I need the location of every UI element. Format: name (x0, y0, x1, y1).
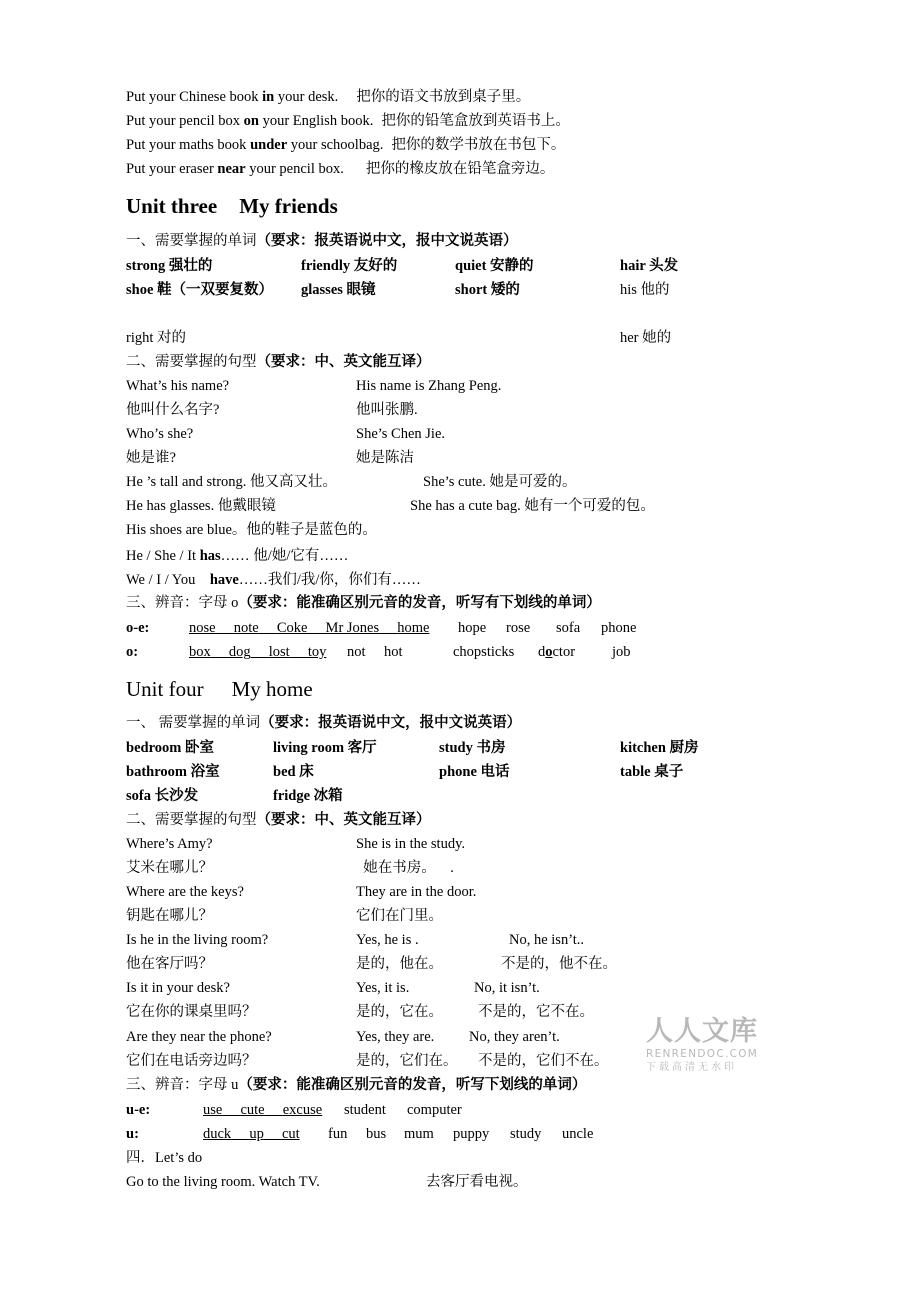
unit3-title: Unit three My friends (126, 194, 338, 218)
unit4-sec4-heading: 四．Let’s do (126, 1150, 203, 1166)
unit3-have-line: We / I / You have……我们/我/你，你们有…… (126, 572, 421, 588)
unit3-sec3-heading: 三、辨音：字母 o（要求：能准确区别元音的发音，听写有下划线的单词） (126, 595, 601, 611)
underlined-words: use cute excuse (203, 1102, 323, 1118)
document-page: Put your Chinese book in your desk. 把你的语文书放到桌子里。 Put your pencil box on your English book. 把你的铅笔盒放到英语书上。 Put your maths book under your schoolbag. 把你的数学书放在书包下。 Put your eraser near your pencil box. 把你的橡皮放在铅笔盒旁边。 Unit three My friends 一、需要掌握的单词（要求：报英语说中文，报中文说英语） strong 强壮的 friendly 友好的 quiet 安静的 hair 头发 shoe 鞋（一双要复数） glasses 眼镜 short 矮的 his 他的 right 对的 her 她的 二、需要掌握的句型（要求：中、英文能互译） What’s his name? His name is Zhang Peng. 他叫什么名字? 他叫张鹏. Who’s she? She’s Chen Jie. 她是谁? 她是陈洁 He ’s tall and strong. 他又高又壮。 She’s cute. 她是可爱的。 He has glasses. 他戴眼镜 She has a cute bag. 她有一个可爱的包。 His shoes are blue。他的鞋子是蓝色的。 He / She / It has…… 他/她/它有…… We / I / You have……我们/我/你，你们有…… 三、辨音：字母 o（要求：能准确区别元音的发音，听写有下划线的单词） o-e: nose note Coke Mr Jones home hope rose sofa phone o: box dog lost toy not hot chopsticks doctor job Unit four My home 一、 需要掌握的单词（要求：报英语说中文，报中文说英语） bedroom 卧室 living room 客厅 study 书房 kitchen 厨房 bathroom 浴室 bed 床 phone 电话 table 桌子 sofa 长沙发 fridge 冰箱 二、需要掌握的句型（要求：中、英文能互译） Where’s Amy? She is in the study. 艾米在哪儿？ 她在书房。 . Where are the keys? They are in the door. 钥匙在哪儿？ 它们在门里。 Is he in the living room? Yes, he is . No, he isn’t.. 他在客厅吗？ 是的，他在。 不是的，他不在。 Is it in your desk? Yes, it is. No, it isn’t. 它在你的课桌里吗？ 是的，它在。 不是的，它不在。 Are they near the phone? Yes, they are. No, they aren’t. 它们在电话旁边吗？ 是的，它们在。 不是的，它们不在。 三、辨音：字母 u（要求：能准确区别元音的发音，听写下划线的单词） u-e: use cute excuse student computer u: duck up cut fun bus mum puppy study uncle 四．Let’s do Go to the living room. Watch TV. 去客厅看电视。 人人文库 RENRENDOC.COM 下载高清无水印 (0, 0, 920, 1302)
unit4-title: Unit four My home (126, 677, 313, 701)
unit3-sec2-heading: 二、需要掌握的句型（要求：中、英文能互译） (126, 354, 431, 370)
underlined-words: nose note Coke Mr Jones home (189, 620, 430, 636)
intro-line-3: Put your maths book under your schoolbag. 把你的数学书放在书包下。 (126, 137, 566, 153)
underlined-words: duck up cut (203, 1126, 300, 1142)
unit4-sec2-heading: 二、需要掌握的句型（要求：中、英文能互译） (126, 812, 431, 828)
intro-line-1: Put your Chinese book in your desk. 把你的语文书放到桌子里。 (126, 89, 531, 105)
intro-line-2: Put your pencil box on your English book. 把你的铅笔盒放到英语书上。 (126, 113, 570, 129)
unit3-has-line: He / She / It has…… 他/她/它有…… (126, 548, 349, 564)
unit4-sec3-heading: 三、辨音：字母 u（要求：能准确区别元音的发音，听写下划线的单词） (126, 1077, 587, 1093)
doctor-word: doctor (538, 644, 576, 660)
unit3-sentence-7: His shoes are blue。他的鞋子是蓝色的。 (126, 522, 377, 538)
intro-line-4: Put your eraser near your pencil box. 把你的橡皮放在铅笔盒旁边。 (126, 161, 555, 177)
renrendoc-watermark (646, 1016, 772, 1078)
watermark-domain: RENRENDOC.COM (646, 1048, 759, 1060)
unit4-sec1-heading: 一、 需要掌握的单词（要求：报英语说中文，报中文说英语） (126, 715, 522, 731)
watermark-title: 人人文库 (646, 1016, 758, 1047)
watermark-slogan: 下载高清无水印 (646, 1062, 737, 1073)
unit3-sec1-heading: 一、需要掌握的单词（要求：报英语说中文，报中文说英语） (126, 233, 518, 249)
underlined-words: box dog lost toy (189, 644, 327, 660)
